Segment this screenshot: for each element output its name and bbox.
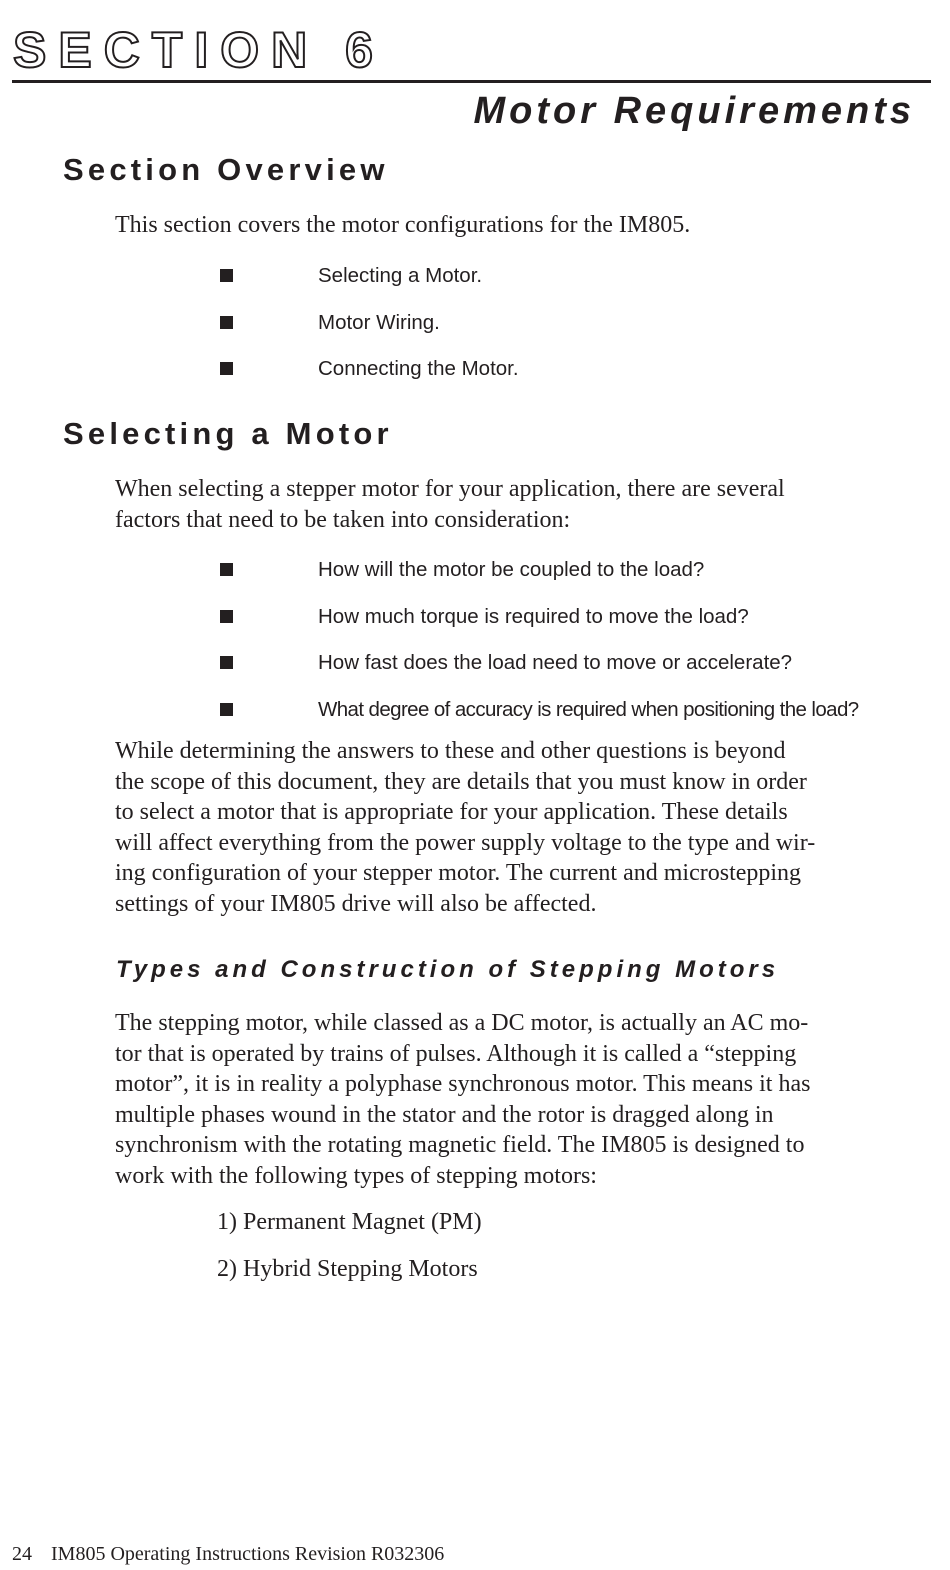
text-line: While determining the answers to these and other questions is beyond: [115, 738, 786, 764]
text-line: multiple phases wound in the stator and the rotor is dragged along in: [115, 1101, 774, 1128]
document-title: IM805 Operating Instructions Revision R032306: [51, 1543, 445, 1565]
text-line: The stepping motor, while classed as a DC motor, is actually an AC mo-: [115, 1010, 809, 1036]
bullet-text: Selecting a Motor.: [318, 264, 483, 287]
square-bullet-icon: [220, 316, 233, 329]
text-line: to select a motor that is appropriate for your application. These details: [115, 799, 788, 825]
selecting-heading: Selecting a Motor: [63, 416, 393, 451]
overview-heading: Section Overview: [63, 152, 389, 187]
square-bullet-icon: [220, 656, 233, 669]
square-bullet-icon: [220, 703, 233, 716]
text-line: motor”, it is in reality a polyphase synchronous motor. This means it has: [115, 1071, 811, 1097]
bullet-text: Connecting the Motor.: [318, 357, 519, 380]
text-line: synchronism with the rotating magnetic field. The IM805 is designed to: [115, 1132, 805, 1158]
types-paragraph: [115, 1008, 935, 1191]
bullet-text: How will the motor be coupled to the load?: [318, 558, 705, 581]
bullet-text: What degree of accuracy is required when positioning the load?: [318, 697, 859, 721]
text-line: factors that need to be taken into consideration:: [115, 506, 571, 533]
section-label: SECTION 6: [13, 22, 385, 78]
bullet-text: How fast does the load need to move or accelerate?: [318, 651, 793, 674]
text-line: work with the following types of stepping motors:: [115, 1162, 597, 1189]
bullet-text: How much torque is required to move the load?: [318, 604, 749, 628]
header-rule: [12, 80, 931, 83]
page-number: 24: [12, 1543, 32, 1565]
square-bullet-icon: [220, 362, 233, 375]
text-line: the scope of this document, they are details that you must know in order: [115, 768, 807, 795]
motor-type-item-1: 1) Permanent Magnet (PM): [217, 1209, 482, 1235]
square-bullet-icon: [220, 269, 233, 282]
text-line: tor that is operated by trains of pulses. Although it is called a “stepping: [115, 1040, 797, 1067]
selecting-intro: [115, 474, 935, 535]
text-line: ing configuration of your stepper motor. The current and microstepping: [115, 860, 802, 886]
chapter-title: Motor Requirements: [473, 90, 915, 132]
bullet-text: Motor Wiring.: [318, 310, 440, 334]
selecting-paragraph: [115, 736, 935, 919]
square-bullet-icon: [220, 610, 233, 623]
square-bullet-icon: [220, 563, 233, 576]
types-heading: Types and Construction of Stepping Motors: [116, 956, 780, 983]
overview-intro: This section covers the motor configurations for the IM805.: [115, 212, 691, 238]
page-footer: [12, 1541, 444, 1567]
text-line: settings of your IM805 drive will also be affected.: [115, 890, 597, 917]
text-line: will affect everything from the power supply voltage to the type and wir-: [115, 829, 816, 856]
text-line: When selecting a stepper motor for your application, there are several: [115, 476, 785, 502]
motor-type-item-2: 2) Hybrid Stepping Motors: [217, 1256, 478, 1282]
